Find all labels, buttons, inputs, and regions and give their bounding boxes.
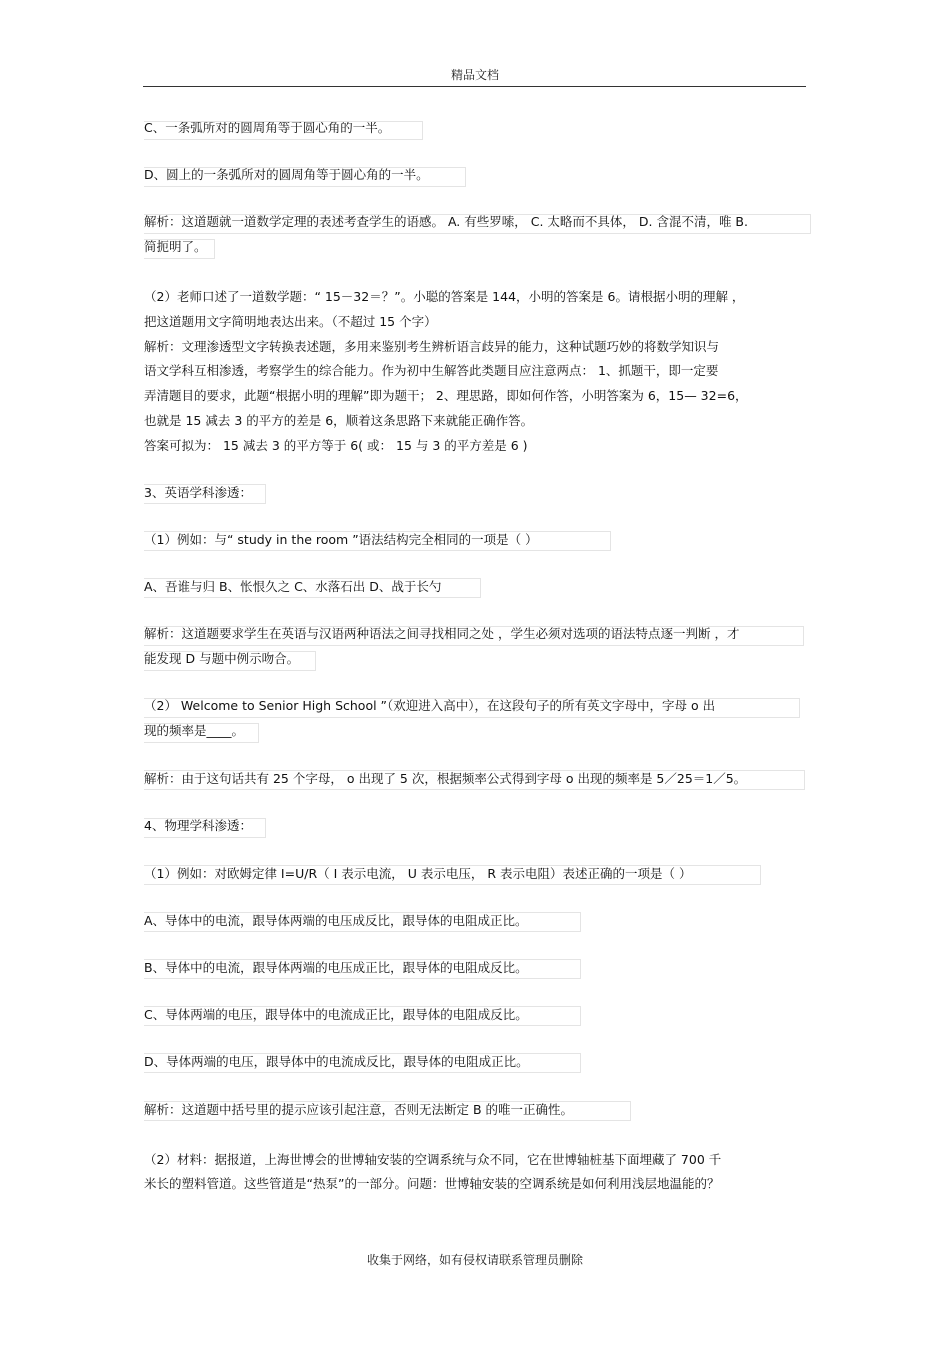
text-line: A、导体中的电流，跟导体两端的电压成反比，跟导体的电阻成正比。 bbox=[144, 913, 528, 928]
text-line: A、吾谁与归 B、怅恨久之 C、水落石出 D、战于长勺 bbox=[144, 579, 442, 594]
page-header: 精品文档 bbox=[450, 68, 499, 82]
text-line: （2）老师口述了一道数学题：“ 15－32＝？”。小聪的答案是 144，小明的答案是 6。请根据小明的理解 ， bbox=[144, 289, 745, 304]
text-line: 弄清题目的要求，此题“根据小明的理解”即为题干； 2、理思路，即如何作答，小明答案为 6，15— 32=6， bbox=[144, 388, 748, 403]
text-line: （2） Welcome to Senior High School ”（欢迎进入高中），在这段句子的所有英文字母中，字母 o 出 bbox=[144, 698, 716, 713]
text-line: （1）例如：与“ study in the room ”语法结构完全相同的一项是（ ） bbox=[144, 532, 538, 547]
text-line: D、圆上的一条弧所对的圆周角等于圆心角的一半。 bbox=[144, 167, 429, 182]
text-line: 也就是 15 减去 3 的平方的差是 6，顺着这条思路下来就能正确作答。 bbox=[144, 413, 534, 428]
text-line: （1）例如：对欧姆定律 I=U/R（ I 表示电流， U 表示电压， R 表示电阻）表述正确的一项是（ ） bbox=[144, 866, 692, 881]
text-line: 解析：文理渗透型文字转换表述题，多用来鉴别考生辨析语言歧异的能力，这种试题巧妙的将数学知识与 bbox=[144, 339, 720, 354]
page-footer: 收集于网络，如有侵权请联系管理员删除 bbox=[366, 1253, 583, 1267]
text-line: 简扼明了。 bbox=[144, 239, 207, 254]
text-line: C、一条弧所对的圆周角等于圆心角的一半。 bbox=[144, 120, 391, 135]
text-line: B、导体中的电流，跟导体两端的电压成正比，跟导体的电阻成反比。 bbox=[144, 960, 528, 975]
text-line: 解析：这道题中括号里的提示应该引起注意，否则无法断定 B 的唯一正确性。 bbox=[144, 1102, 574, 1117]
text-line: 能发现 D 与题中例示吻合。 bbox=[144, 651, 300, 666]
text-line: C、导体两端的电压，跟导体中的电流成正比，跟导体的电阻成反比。 bbox=[144, 1007, 528, 1022]
text-line: 语文学科互相渗透，考察学生的综合能力。作为初中生解答此类题目应注意两点： 1、抓题干，即一定要 bbox=[144, 363, 719, 378]
text-line: （2）材料：据报道，上海世博会的世博轴安装的空调系统与众不同，它在世博轴桩基下面埋藏了 700 千 bbox=[144, 1152, 722, 1167]
text-line: 解析：这道题就一道数学定理的表述考查学生的语感。 A. 有些罗嗦， C. 太略而不具体， D. 含混不清，唯 B. bbox=[144, 214, 748, 229]
text-line: D、导体两端的电压，跟导体中的电流成反比，跟导体的电阻成正比。 bbox=[144, 1054, 529, 1069]
text-line: 现的频率是____。 bbox=[144, 723, 245, 738]
section-heading: 4、物理学科渗透： bbox=[144, 818, 252, 833]
header-divider bbox=[143, 86, 806, 87]
section-heading: 3、英语学科渗透： bbox=[144, 485, 252, 500]
text-line: 解析：由于这句话共有 25 个字母， o 出现了 5 次，根据频率公式得到字母 o 出现的频率是 5／25＝1／5。 bbox=[144, 771, 747, 786]
text-line: 解析：这道题要求学生在英语与汉语两种语法之间寻找相同之处 ，学生必须对选项的语法特点逐一判断 ，才 bbox=[144, 626, 740, 641]
text-line: 米长的塑料管道。这些管道是“热泵”的一部分。问题：世博轴安装的空调系统是如何利用浅层地温能的？ bbox=[144, 1176, 720, 1191]
text-line: 答案可拟为： 15 减去 3 的平方等于 6( 或： 15 与 3 的平方差是 6 ) bbox=[144, 438, 528, 453]
text-line: 把这道题用文字简明地表达出来。（不超过 15 个字） bbox=[144, 314, 437, 329]
